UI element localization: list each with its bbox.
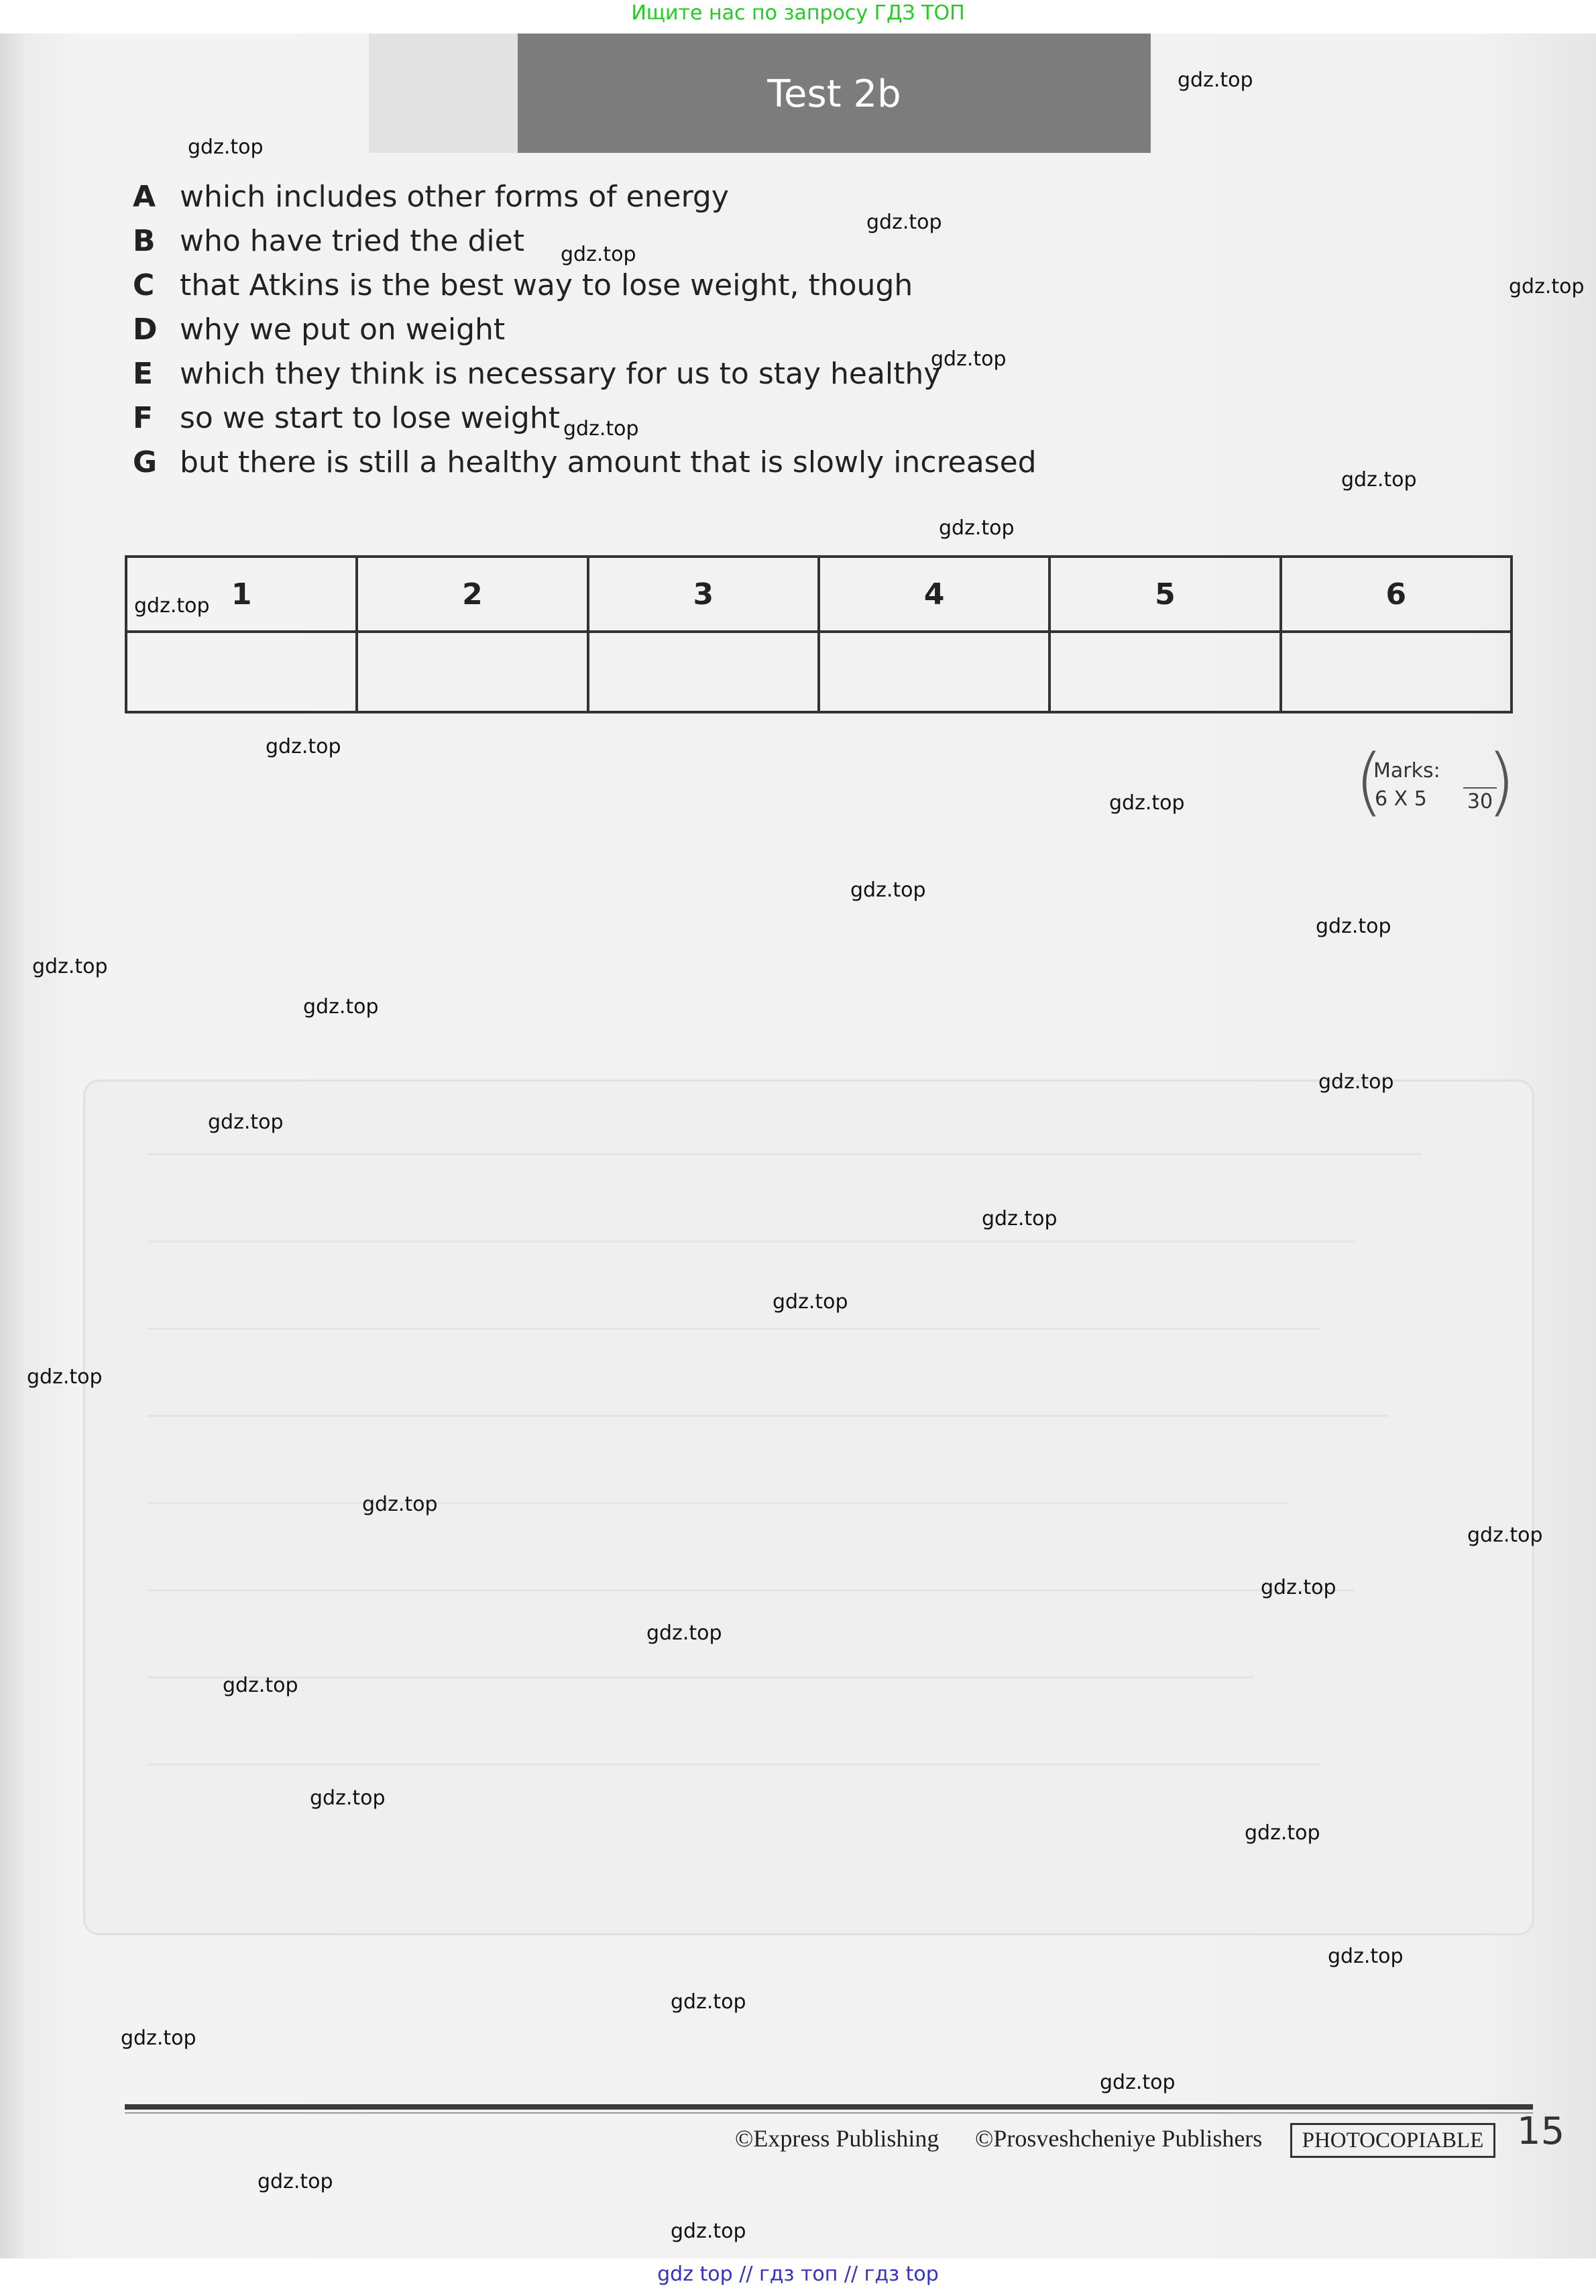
answer-header-cell: 3 — [588, 557, 819, 632]
marks-formula: 6 X 5 — [1375, 787, 1427, 811]
watermark: gdz.top — [773, 1290, 848, 1314]
watermark: gdz.top — [27, 1365, 103, 1389]
marks-left-paren: ( — [1355, 738, 1383, 824]
option-letter: B — [133, 224, 156, 258]
answer-table — [125, 555, 1513, 713]
option-letter: F — [133, 401, 154, 435]
answer-header-cell: 2 — [357, 557, 587, 632]
answer-cell[interactable] — [1049, 632, 1280, 712]
option-letter: D — [133, 312, 158, 347]
header-shadow — [369, 34, 518, 153]
option-letter: E — [133, 357, 154, 391]
option-text: why we put on weight — [180, 312, 506, 347]
bleed-through-line — [148, 1589, 1355, 1591]
footer-rule-thin — [125, 2112, 1533, 2114]
watermark: gdz.top — [850, 878, 926, 902]
bleed-through-line — [148, 1502, 1288, 1504]
bleed-through-line — [148, 1676, 1254, 1678]
page-number: 15 — [1517, 2110, 1565, 2153]
bleed-through-line — [148, 1415, 1388, 1417]
option-letter: G — [133, 445, 158, 479]
search-banner: Ищите нас по запросу ГДЗ ТОП — [631, 1, 965, 25]
marks-box — [1355, 738, 1516, 824]
marks-right-paren: ) — [1487, 738, 1516, 824]
watermark: gdz.top — [223, 1674, 298, 1697]
watermark: gdz.top — [1509, 275, 1585, 298]
footer-banner: gdz top // гдз топ // гдз top — [657, 2262, 939, 2286]
watermark: gdz.top — [208, 1110, 284, 1134]
photocopiable-badge: PHOTOCOPIABLE — [1290, 2123, 1495, 2158]
watermark: gdz.top — [939, 516, 1015, 540]
watermark: gdz.top — [671, 2220, 746, 2243]
watermark: gdz.top — [310, 1786, 386, 1810]
watermark: gdz.top — [1467, 1524, 1543, 1547]
watermark: gdz.top — [982, 1207, 1058, 1230]
bleed-through-line — [148, 1328, 1321, 1330]
watermark: gdz.top — [188, 135, 264, 159]
bleed-through-line — [148, 1241, 1355, 1243]
option-text: so we start to lose weight — [180, 401, 560, 435]
test-title: Test 2b — [767, 72, 901, 116]
answer-header-cell: 4 — [819, 557, 1049, 632]
watermark: gdz.top — [258, 2170, 333, 2193]
option-text: which includes other forms of energy — [180, 180, 729, 214]
watermark: gdz.top — [1245, 1821, 1320, 1845]
option-text: which they think is necessary for us to stay healthy — [180, 357, 942, 391]
option-text: but there is still a healthy amount that is slowly increased — [180, 445, 1037, 479]
answer-header-cell: 5 — [1049, 557, 1280, 632]
answer-header-cell: 1 — [126, 557, 357, 632]
answer-table-answer-row — [126, 632, 1512, 712]
watermark: gdz.top — [1178, 68, 1253, 92]
watermark: gdz.top — [121, 2026, 196, 2050]
answer-cell[interactable] — [126, 632, 357, 712]
publisher-credit: ©Express Publishing — [735, 2125, 939, 2152]
bleed-through-line — [148, 1764, 1321, 1766]
answer-table-header-row — [126, 557, 1512, 632]
watermark: gdz.top — [561, 243, 636, 266]
answer-cell[interactable] — [357, 632, 587, 712]
watermark: gdz.top — [303, 995, 379, 1019]
watermark: gdz.top — [1100, 2071, 1176, 2094]
watermark: gdz.top — [1316, 915, 1391, 938]
option-text: who have tried the diet — [180, 224, 524, 258]
watermark: gdz.top — [1341, 468, 1417, 492]
watermark: gdz.top — [362, 1493, 438, 1516]
option-letter: C — [133, 268, 155, 302]
bleed-through-line — [148, 1153, 1422, 1155]
watermark: gdz.top — [1318, 1070, 1394, 1094]
answer-cell[interactable] — [819, 632, 1049, 712]
marks-label: Marks: — [1373, 759, 1440, 783]
footer-rule — [125, 2104, 1533, 2110]
publisher-credit: ©Prosveshcheniye Publishers — [975, 2125, 1263, 2152]
answer-cell[interactable] — [1281, 632, 1512, 712]
marks-total: 30 — [1463, 787, 1497, 813]
watermark: gdz.top — [563, 417, 639, 441]
watermark: gdz.top — [1328, 1945, 1404, 1968]
watermark: gdz.top — [1109, 791, 1185, 815]
bleed-through-area — [83, 1080, 1534, 1935]
watermark: gdz.top — [646, 1621, 722, 1645]
watermark: gdz.top — [1261, 1576, 1336, 1599]
watermark: gdz.top — [671, 1990, 746, 2014]
watermark: gdz.top — [866, 211, 942, 234]
option-text: that Atkins is the best way to lose weight, though — [180, 268, 913, 302]
option-letter: A — [133, 180, 156, 214]
watermark: gdz.top — [266, 735, 341, 758]
watermark: gdz.top — [931, 347, 1007, 371]
watermark: gdz.top — [134, 594, 210, 618]
answer-cell[interactable] — [588, 632, 819, 712]
watermark: gdz.top — [32, 955, 108, 978]
answer-header-cell: 6 — [1281, 557, 1512, 632]
